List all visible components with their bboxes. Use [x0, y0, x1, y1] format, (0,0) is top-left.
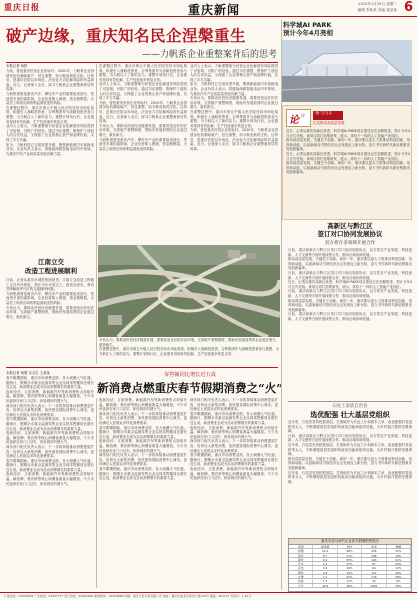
interchange-photo — [98, 245, 280, 337]
table-cell: 3.9 — [313, 566, 337, 569]
lead-paragraph: 力帆，曾是重庆民营企业的标杆。2020年，力帆系企业因债务危机濒临破产，经过重整，如今焕发新的生机。这背后，是重庆法院以市场化、法治化方式化解风险的有益探索。近日，记者深入走访，探寻力帆系企业重整案背后的故事。 — [99, 100, 187, 124]
hightech-title-line1: 高新区与黔江区 — [327, 222, 373, 230]
table-cell: 48% — [338, 549, 362, 552]
commentary-paragraph: 近日，记者从重庆高新区获悉，科学城AI PARK项目建设正在加紧推进，预计今年4月正式亮相。该项目将打造集研发、展示、体验于一体的人工智能产业园区。 — [286, 151, 410, 161]
lead-subheadline: ——力帆系企业重整案背后的思考 — [142, 50, 278, 60]
interchange-paragraph: 日前，记者从重庆市城投集团获悉，江南立交改造工程施工正在有序推进，预计今年年底完工。改造完成后，将有效缓解南坪片区的交通拥堵问题。 — [6, 278, 94, 292]
lead-paragraph: 业内人士表示，力帆重整案为民营企业化解债务风险提供了可复制、可推广的经验。通过司法重整，既保护了债权人的合法权益，又保留了企业的核心资产和品牌价值，实现了多方共赢。 — [99, 82, 187, 101]
table-cell: 64 — [362, 566, 386, 569]
hightech-title-line2: 签订对口协同发展协议 — [317, 230, 383, 238]
ai-park-photo-graphic — [282, 40, 412, 102]
lead-paragraph: 专家认为，要推动民营经济健康发展，需要营造良好的法治环境，完善破产重整制度，帮助有发展前景的企业渡过难关，重获新生。 — [190, 96, 278, 110]
table-cell: 合计 — [289, 584, 313, 587]
commentary-label: “新”字当头 — [313, 111, 343, 120]
shizhu-body — [288, 420, 412, 536]
commentary-paragraph: 近日，记者从重庆高新区获悉，科学城AI PARK项目建设正在加紧推进，预计今年4月正式亮相。该项目将打造集研发、展示、体验于一体的人工智能产业园区。 — [286, 129, 410, 138]
table-header-cell: 客流 — [362, 545, 386, 548]
shizhu-paragraph: 近年来，石柱县坚持把抓基层、打基础作为长远之计和固本之举，选优配强村党组织带头人，不断增强基层党组织的政治功能和组织功能，为乡村振兴提供坚强保障。 — [288, 470, 412, 484]
shizhu-paragraph: 推动高质量发展，关键在于创新。新的一年，重庆要以更大力度推动科技创新，培育新动能，以创新驱动引领经济社会发展迈上新台阶，奋力书写新时代新征程重庆发展新篇章。 — [288, 456, 412, 470]
hightech-paragraph: 日前，重庆高新区与黔江区签订对口协同发展协议，双方将在产业发展、科技创新、人才交流等方面开展深度合作，推动区域协调发展。 — [288, 248, 412, 257]
table-cell: 6.4 — [313, 558, 337, 561]
sales-table-caption: 重庆市部分商贸企业春节假期销售情况 — [289, 539, 411, 545]
spring-paragraph: 商务部门相关负责人表示，下一步将持续推动消费提质扩容，培育壮大新型消费，加快建设国际消费中心城市，更好满足人民群众多样化消费需求。 — [190, 398, 278, 412]
lead-paragraph: 如今，力帆科技已完成转型升级，聚焦新能源汽车和换电业务。企业负责人表示，将继续深耕智能电动汽车领域，为重庆汽车产业高质量发展贡献力量。 — [190, 82, 278, 96]
table-cell: 176 — [362, 575, 386, 578]
table-cell: 45 — [362, 579, 386, 582]
lead-paragraph: 专家认为，要推动民营经济健康发展，需要营造良好的法治环境，完善破产重整制度，帮助有发展前景的企业渡过难关，重获新生。 — [99, 123, 187, 137]
ai-park-title-line2: 预计今年4月亮相 — [283, 28, 334, 37]
lead-column-2 — [99, 64, 187, 244]
table-cell: 256 — [362, 549, 386, 552]
table-cell: 11% — [338, 579, 362, 582]
table-cell: 12% — [387, 566, 411, 569]
table-cell: 32% — [387, 549, 411, 552]
spring-paragraph: 夜间经济、文旅消费、新能源汽车等新消费热点持续升温。解放碑、观音桥等核心商圈客流量大幅增加，不少市民选择在家门口过年，体验城市的烟火气。 — [190, 466, 278, 481]
table-cell: 商圈 — [289, 549, 313, 552]
table-cell: 143 — [362, 558, 386, 561]
table-header-cell: 增幅 — [387, 545, 411, 548]
hightech-paragraph: 日前，重庆高新区与黔江区签订对口协同发展协议，双方将在产业发展、科技创新、人才交流等方面开展深度合作，推动区域协调发展。 — [288, 289, 412, 298]
shizhu-headline[interactable]: 选优配强 壮大基层党组织 — [310, 411, 390, 419]
shizhu-kicker: 石柱土家族自治县 — [332, 404, 368, 409]
shizhu-paragraph: 近年来，石柱县坚持把抓基层、打基础作为长远之计和固本之举，选优配强村党组织带头人，不断增强基层党组织的政治功能和组织功能，为乡村振兴提供坚强保障。 — [288, 420, 412, 434]
table-cell: 1.5 — [313, 579, 337, 582]
table-row — [289, 584, 411, 588]
spring-paragraph: 夜间经济、文旅消费、新能源汽车等新消费热点持续升温。解放碑、观音桥等核心商圈客流量大幅增加，不少市民选择在家门口过年，体验城市的烟火气。 — [99, 398, 187, 412]
commentary-subtitle: 扎实推动高质量发展 — [313, 121, 345, 125]
hightech-body — [288, 248, 412, 400]
spring-paragraph: 商务部门相关负责人表示，下一步将持续推动消费提质扩容，培育壮大新型消费，加快建设国际消费中心城市，更好满足人民群众多样化消费需求。 — [190, 439, 278, 453]
table-cell: 文旅 — [289, 575, 313, 578]
table-cell: 41% — [387, 558, 411, 561]
hightech-paragraph: 推动高质量发展，关键在于创新。新的一年，重庆要以更大力度推动科技创新，培育新动能，以创新驱动引领经济社会发展迈上新台阶，奋力书写新时代新征程重庆发展新篇章。 — [288, 298, 412, 312]
lead-paragraph: 在重整过程中，重庆市第五中级人民法院坚持市场化原则，积极引入战略投资者，吉利集团作为战略投资者参与重整，为力帆注入了新的活力。重整计划执行后，企业债务得到有效化解，生产经营逐步恢复正常。 — [99, 347, 279, 356]
table-cell: 餐饮 — [289, 558, 313, 561]
hightech-zone-headline[interactable] — [288, 222, 412, 238]
table-header-cell: 类别 — [289, 545, 313, 548]
spring-paragraph: 春节假期期间，重庆市场消费活跃，各大商圈人气旺盛。据统计，假期全市重点监测零售企业实现零售额同比增长近五成，新消费业态成为拉动消费增长的重要力量。 — [6, 458, 94, 472]
editor-credits: 编辑 李某某 美编 某某某 — [357, 8, 397, 12]
interchange-title-line2: 改造工程进展顺利 — [25, 266, 77, 275]
spring-paragraph: 商务部门相关负责人表示，下一步将持续推动消费提质扩容，培育壮大新型消费，加快建设国际消费中心城市，更好满足人民群众多样化消费需求。 — [99, 453, 187, 467]
table-cell: 198 — [362, 554, 386, 557]
table-cell: 16% — [338, 566, 362, 569]
table-header-cell: 销售额 — [313, 545, 337, 548]
table-cell: 9% — [387, 579, 411, 582]
interchange-story-title[interactable] — [6, 258, 96, 275]
table-cell: 29% — [387, 562, 411, 565]
table-cell: 46% — [338, 584, 362, 587]
table-cell: 58% — [387, 575, 411, 578]
table-cell: 63% — [338, 575, 362, 578]
hightech-subtitle: 双方将在多领域开展合作 — [324, 241, 376, 246]
table-cell: 18% — [387, 554, 411, 557]
spring-paragraph: 夜间经济、文旅消费、新能源汽车等新消费热点持续升温。解放碑、观音桥等核心商圈客流量大幅增加，不少市民选择在家门口过年，体验城市的烟火气。 — [6, 431, 94, 445]
table-cell: 汽车 — [289, 562, 313, 565]
sales-table-body — [289, 549, 411, 588]
interchange-paragraph: 专家认为，要推动民营经济健康发展，需要营造良好的法治环境，完善破产重整制度，帮助有发展前景的企业渡过难关，重获新生。 — [6, 305, 94, 319]
newspaper-logo: 重庆日报 — [4, 2, 40, 12]
commentary-badge-char: 论 — [289, 115, 299, 126]
masthead — [0, 0, 417, 17]
page-footer: 订阅热线：63909999 广告热线：63907777 发行热线：63906666 新闻热线：63908888 印刷：重庆日报印务有限公司 地址：重庆市渝北区同茂大道416号 邮编：401147 零售价：1.50元 — [0, 592, 417, 600]
commentary-badge — [286, 109, 311, 127]
spring-column-1 — [6, 371, 94, 589]
table-cell: 42.9 — [313, 584, 337, 587]
lead-paragraph: 在重整过程中，重庆市第五中级人民法院坚持市场化原则，积极引入战略投资者，吉利集团作为战略投资者参与重整，为力帆注入了新的活力。重整计划执行后，企业债务得到有效化解，生产经营逐步恢复正常。 — [99, 64, 187, 82]
spring-kicker: 零售额同比增长近五成 — [164, 372, 216, 378]
lead-divider — [6, 62, 278, 63]
table-cell: 55% — [338, 558, 362, 561]
spring-paragraph: 春节假期期间，重庆市场消费活跃，各大商圈人气旺盛。据统计，假期全市重点监测零售企业实现零售额同比增长近五成，新消费业态成为拉动消费增长的重要力量。 — [6, 417, 94, 431]
table-cell: 87 — [362, 562, 386, 565]
spring-paragraph: 商务部门相关负责人表示，下一步将持续推动消费提质扩容，培育壮大新型消费，加快建设国际消费中心城市，更好满足人民群众多样化消费需求。 — [6, 403, 94, 417]
table-cell: 其他 — [289, 579, 313, 582]
lead-paragraph: 力帆集团曾是重庆汽车、摩托车产业的重要组成部分，然而受多重因素影响，企业经营陷入困境，资金链断裂，大量员工和供应商的利益面临受损风险。 — [6, 91, 94, 106]
lead-column-1 — [6, 64, 94, 254]
lead-paragraph: 力帆，曾是重庆民营企业的标杆。2020年，力帆系企业因债务危机濒临破产，经过重整，如今焕发新的生机。这背后，是重庆法院以市场化、法治化方式化解风险的有益探索。近日，记者深入走访，探寻力帆系企业重整案背后的故事。 — [6, 69, 94, 92]
table-cell: 超市 — [289, 554, 313, 557]
spring-paragraph: 商务部门相关负责人表示，下一步将持续推动消费提质扩容，培育壮大新型消费，加快建设国际消费中心城市，更好满足人民群众多样化消费需求。 — [99, 411, 187, 425]
interchange-paragraph: 力帆集团曾是重庆汽车、摩托车产业的重要组成部分，然而受多重因素影响，企业经营陷入困境，资金链断裂，大量员工和供应商的利益面临受损风险。 — [6, 291, 94, 305]
lead-paragraph: 专家认为，要推动民营经济健康发展，需要营造良好的法治环境，完善破产重整制度，帮助有发展前景的企业渡过难关，重获新生。 — [99, 338, 279, 347]
table-cell: 5.2 — [313, 562, 337, 565]
table-cell: 家电 — [289, 566, 313, 569]
issue-date: 2022年1月25日 星期二 — [358, 2, 397, 6]
commentary-paragraph: 推动高质量发展，关键在于创新。新的一年，重庆要以更大力度推动科技创新，培育新动能，以创新驱动引领经济社会发展迈上新台阶，奋力书写新时代新征程重庆发展新篇章。 — [286, 138, 410, 152]
ai-park-title-line1: 科学城AI PARK — [283, 21, 332, 29]
sales-table — [288, 538, 412, 592]
table-cell: 35% — [387, 584, 411, 587]
commentary-paragraph: 推动高质量发展，关键在于创新。新的一年，重庆要以更大力度推动科技创新，培育新动能，以创新驱动引领经济社会发展迈上新台阶，奋力书写新时代新征程重庆发展新篇章。 — [286, 161, 410, 175]
spring-paragraph: 夜间经济、文旅消费、新能源汽车等新消费热点持续升温。解放碑、观音桥等核心商圈客流量大幅增加，不少市民选择在家门口过年，体验城市的烟火气。 — [6, 472, 94, 486]
table-cell: 2.8 — [313, 571, 337, 574]
shizhu-paragraph: 近年来，石柱县坚持把抓基层、打基础作为长远之计和固本之举，选优配强村党组织带头人，不断增强基层党组织的政治功能和组织功能，为乡村振兴提供坚强保障。 — [288, 442, 412, 457]
spring-paragraph: 夜间经济、文旅消费、新能源汽车等新消费热点持续升温。解放碑、观音桥等核心商圈客流量大幅增加，不少市民选择在家门口过年，体验城市的烟火气。 — [6, 389, 94, 403]
table-cell: 2.1 — [313, 575, 337, 578]
column-rule — [96, 398, 97, 588]
lead-paragraph: 业内人士表示，力帆重整案为民营企业化解债务风险提供了可复制、可推广的经验。通过司法重整，既保护了债权人的合法权益，又保留了企业的核心资产和品牌价值，实现了多方共赢。 — [190, 64, 278, 82]
lead-paragraph: 力帆，曾是重庆民营企业的标杆。2020年，力帆系企业因债务危机濒临破产，经过重整，如今焕发新的生机。这背后，是重庆法院以市场化、法治化方式化解风险的有益探索。近日，记者深入走访，探寻力帆系企业重整案背后的故事。 — [190, 128, 278, 151]
shizhu-paragraph: 日前，重庆高新区与黔江区签订对口协同发展协议，双方将在产业发展、科技创新、人才交流等方面开展深度合作，推动区域协调发展。 — [288, 433, 412, 443]
table-cell: 21% — [338, 554, 362, 557]
lead-byline: 本报记者 杨野 — [6, 64, 28, 68]
interchange-photo-graphic — [98, 245, 280, 337]
interchange-title-line1: 江南立交 — [38, 258, 64, 266]
commentary-badge-small: 评 — [301, 113, 305, 118]
lead-paragraph: 在重整过程中，重庆市第五中级人民法院坚持市场化原则，积极引入战略投资者，吉利集团作为战略投资者参与重整，为力帆注入了新的活力。重整计划执行后，企业债务得到有效化解，生产经营逐步恢复正常。 — [6, 105, 94, 124]
ai-park-photo — [282, 40, 412, 102]
lead-continuation — [99, 338, 279, 368]
table-cell: 24% — [338, 571, 362, 574]
table-cell: 112 — [362, 571, 386, 574]
spring-paragraph: 商务部门相关负责人表示，下一步将持续推动消费提质扩容，培育壮大新型消费，加快建设国际消费中心城市，更好满足人民群众多样化消费需求。 — [6, 444, 94, 459]
table-cell: 12.3 — [313, 549, 337, 552]
table-cell: 37% — [338, 562, 362, 565]
lead-paragraph: 如今，力帆科技已完成转型升级，聚焦新能源汽车和换电业务。企业负责人表示，将继续深耕智能电动汽车领域，为重庆汽车产业高质量发展贡献力量。 — [6, 142, 94, 156]
spring-paragraph: 春节假期期间，重庆市场消费活跃，各大商圈人气旺盛。据统计，假期全市重点监测零售企业实现零售额同比增长近五成，新消费业态成为拉动消费增长的重要力量。 — [190, 411, 278, 425]
commentary-column — [282, 105, 412, 220]
sidebar-divider — [288, 401, 412, 402]
spring-paragraph: 春节假期期间，重庆市场消费活跃，各大商圈人气旺盛。据统计，假期全市重点监测零售企业实现零售额同比增长近五成，新消费业态成为拉动消费增长的重要力量。 — [6, 376, 94, 390]
spring-column-2 — [99, 398, 187, 588]
spring-paragraph: 春节假期期间，重庆市场消费活跃，各大商圈人气旺盛。据统计，假期全市重点监测零售企业实现零售额同比增长近五成，新消费业态成为拉动消费增长的重要力量。 — [99, 425, 187, 439]
table-cell: 8.7 — [313, 554, 337, 557]
hightech-paragraph: 日前，重庆高新区与黔江区签订对口协同发展协议，双方将在产业发展、科技创新、人才交流等方面开展深度合作，推动区域协调发展。 — [288, 312, 412, 321]
section-title: 重庆新闻 — [188, 3, 241, 17]
lead-column-3 — [190, 64, 278, 244]
lead-paragraph: 业内人士表示，力帆重整案为民营企业化解债务风险提供了可复制、可推广的经验。通过司法重整，既保护了债权人的合法权益，又保留了企业的核心资产和品牌价值，实现了多方共赢。 — [6, 124, 94, 142]
spring-headline[interactable]: 新消费点燃重庆春节假期消费之“火” — [97, 381, 283, 395]
interchange-story-body — [6, 278, 94, 366]
spring-column-3 — [190, 398, 278, 588]
table-header-cell: 同比 — [338, 545, 362, 548]
table-cell: 20% — [387, 571, 411, 574]
hightech-paragraph: 近日，记者从重庆高新区获悉，科学城AI PARK项目建设正在加紧推进，预计今年4月正式亮相。该项目将打造集研发、展示、体验于一体的人工智能产业园区。 — [288, 280, 412, 289]
ai-park-headline[interactable] — [283, 22, 333, 37]
column-rule — [96, 64, 97, 364]
table-cell: 1081 — [362, 584, 386, 587]
spring-paragraph: 春节假期期间，重庆市场消费活跃，各大商圈人气旺盛。据统计，假期全市重点监测零售企业实现零售额同比增长近五成，新消费业态成为拉动消费增长的重要力量。 — [99, 466, 187, 481]
spring-paragraph: 夜间经济、文旅消费、新能源汽车等新消费热点持续升温。解放碑、观音桥等核心商圈客流量大幅增加，不少市民选择在家门口过年，体验城市的烟火气。 — [190, 425, 278, 439]
spring-divider — [6, 367, 278, 368]
lead-headline[interactable]: 破产边缘，重庆知名民企涅槃重生 — [6, 26, 247, 45]
hightech-paragraph: 推动高质量发展，关键在于创新。新的一年，重庆要以更大力度推动科技创新，培育新动能，以创新驱动引领经济社会发展迈上新台阶，奋力书写新时代新征程重庆发展新篇章。 — [288, 257, 412, 271]
lead-paragraph: 力帆集团曾是重庆汽车、摩托车产业的重要组成部分，然而受多重因素影响，企业经营陷入困境，资金链断裂，大量员工和供应商的利益面临受损风险。 — [99, 137, 187, 151]
page-number: 6 — [403, 0, 413, 15]
commentary-body — [286, 129, 410, 219]
lead-paragraph: 在重整过程中，重庆市第五中级人民法院坚持市场化原则，积极引入战略投资者，吉利集团作为战略投资者参与重整，为力帆注入了新的活力。重整计划执行后，企业债务得到有效化解，生产经营逐步恢复正常。 — [190, 109, 278, 128]
table-cell: 服装 — [289, 571, 313, 574]
spring-paragraph: 夜间经济、文旅消费、新能源汽车等新消费热点持续升温。解放碑、观音桥等核心商圈客流量大幅增加，不少市民选择在家门口过年，体验城市的烟火气。 — [99, 439, 187, 453]
spring-byline: 本报记者 杨骏 实习生 王某某 — [6, 371, 50, 375]
hightech-paragraph: 日前，重庆高新区与黔江区签订对口协同发展协议，双方将在产业发展、科技创新、人才交流等方面开展深度合作，推动区域协调发展。 — [288, 270, 412, 280]
spring-paragraph: 春节假期期间，重庆市场消费活跃，各大商圈人气旺盛。据统计，假期全市重点监测零售企业实现零售额同比增长近五成，新消费业态成为拉动消费增长的重要力量。 — [190, 453, 278, 467]
